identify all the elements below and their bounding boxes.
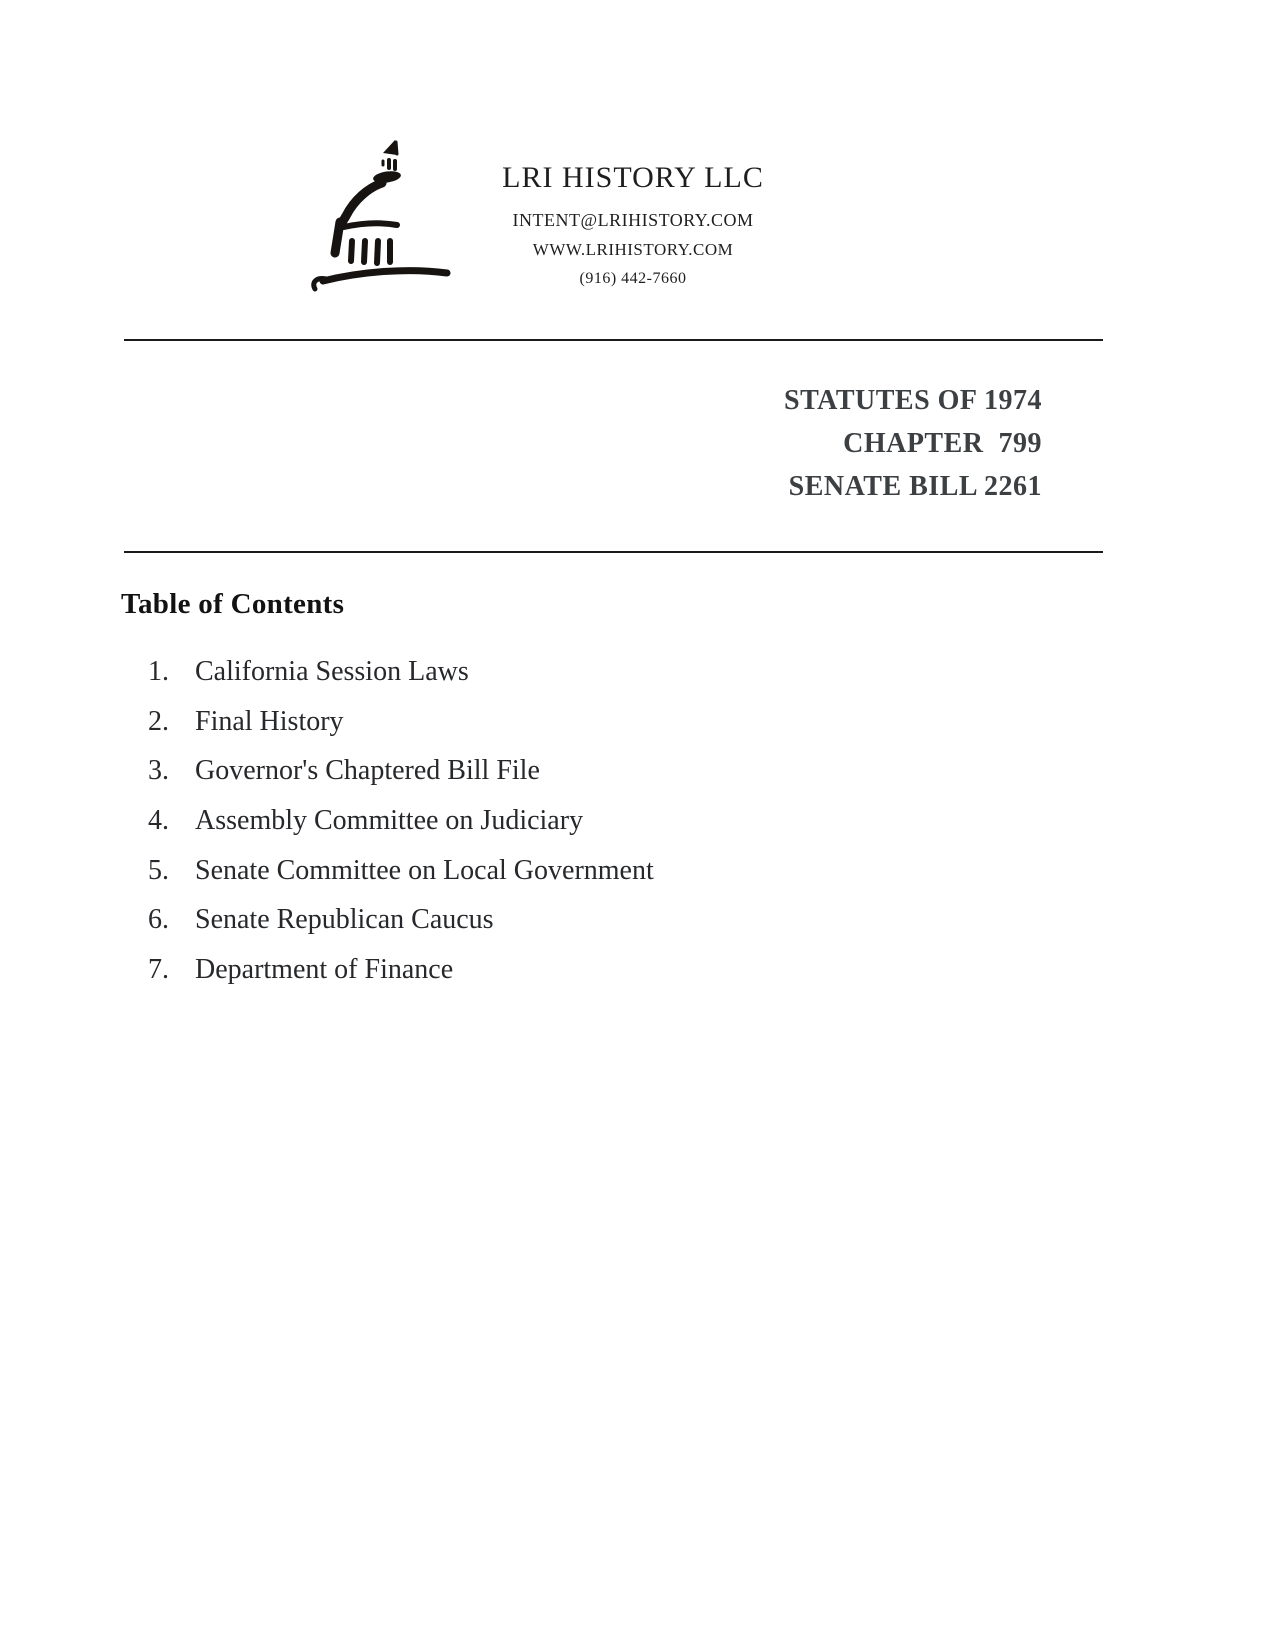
phone-number: (916) 442-7660 [579,270,687,287]
toc-item-label: Senate Republican Caucus [195,904,494,936]
top-divider-rule [124,339,1103,341]
bottom-divider-rule [124,551,1103,553]
bill-title-block [784,379,1042,508]
website-url: WWW.LRIHISTORY.COM [532,240,734,259]
toc-item [148,647,1048,697]
toc-item-number: 3. [148,755,169,787]
toc-item-label: Governor's Chaptered Bill File [195,755,540,787]
toc-list [148,647,1048,995]
chapter-line: CHAPTER 799 [843,428,1042,459]
toc-item-label: Final History [195,705,344,737]
statutes-year-line: STATUTES OF 1974 [784,385,1042,416]
toc-heading: Table of Contents [121,588,345,620]
toc-item [148,746,1048,796]
toc-item-label: Department of Finance [195,954,454,986]
toc-item [148,895,1048,945]
toc-item-label: Senate Committee on Local Government [195,854,654,886]
toc-item [148,796,1048,846]
toc-item-number: 1. [148,656,169,687]
company-name: LRI HISTORY LLC [502,161,764,194]
toc-item-number: 4. [148,805,169,837]
toc-item [148,846,1048,896]
toc-item-number: 5. [148,854,169,886]
toc-item-number: 6. [148,904,169,936]
toc-item-label: Assembly Committee on Judiciary [195,805,584,837]
toc-item-label: California Session Laws [195,656,469,687]
email-address: INTENT@LRIHISTORY.COM [512,210,754,230]
toc-item-number: 7. [148,954,169,986]
toc-item [148,945,1048,995]
toc-item [148,697,1048,747]
toc-item-number: 2. [148,705,169,737]
senate-bill-line: SENATE BILL 2261 [788,471,1042,502]
